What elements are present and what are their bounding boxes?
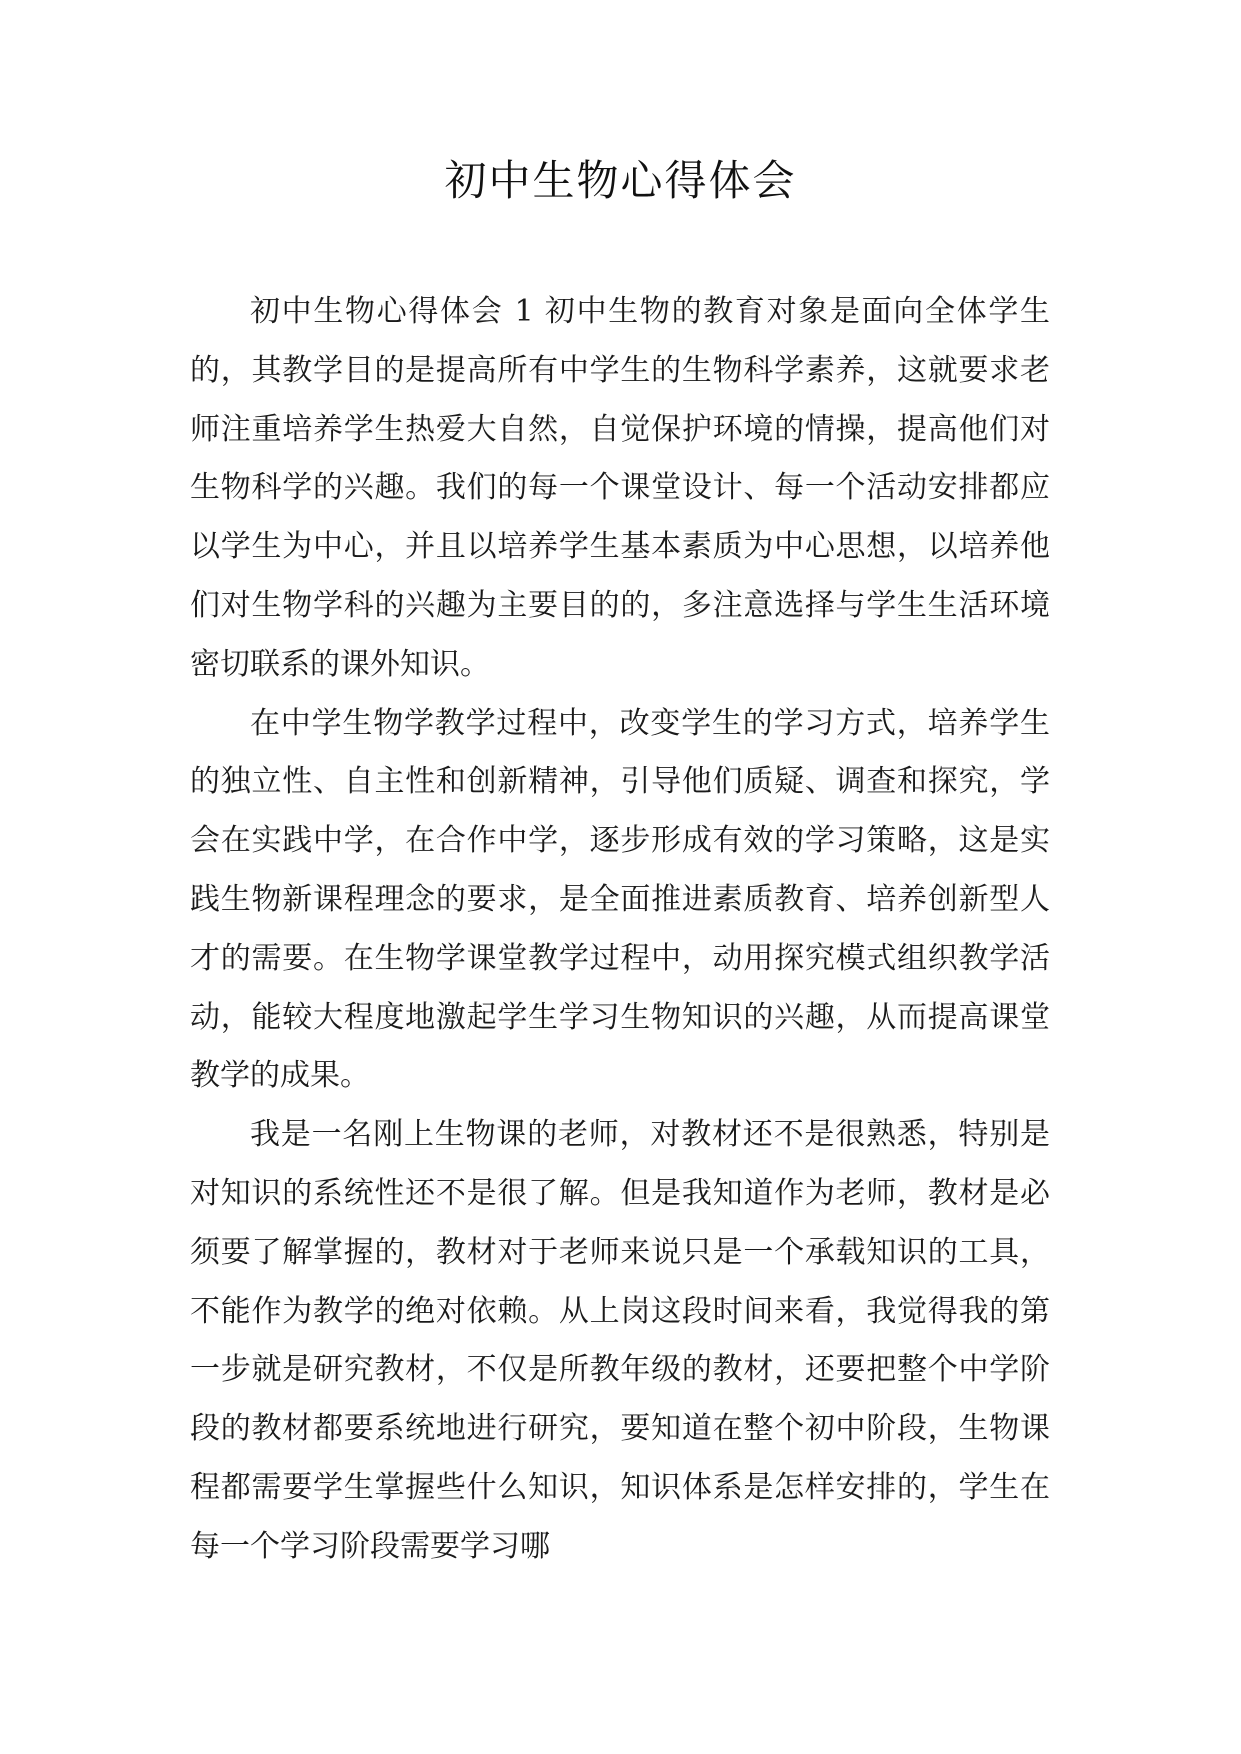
paragraph-3: 我是一名刚上生物课的老师，对教材还不是很熟悉，特别是对知识的系统性还不是很了解。但是我知道作为老师，教材是必须要了解掌握的，教材对于老师来说只是一个承载知识的工具，不能作为教学的绝对依赖。从上岗这段时间来看，我觉得我的第一步就是研究教材，不仅是所教年级的教材，还要把整个中学阶段的教材都要系统地进行研究，要知道在整个初中阶段，生物课程都需要学生掌握些什么知识，知识体系是怎样安排的，学生在每一个学习阶段需要学习哪	[190, 1117, 1050, 1564]
paragraph-1: 初中生物心得体会 1 初中生物的教育对象是面向全体学生的，其教学目的是提高所有中学生的生物科学素养，这就要求老师注重培养学生热爱大自然，自觉保护环境的情操，提高他们对生物科学的兴趣。我们的每一个课堂设计、每一个活动安排都应以学生为中心，并且以培养学生基本素质为中心思想，以培养他们对生物学科的兴趣为主要目的的，多注意选择与学生生活环境密切联系的课外知识。	[190, 294, 1050, 682]
document-title: 初中生物心得体会	[444, 156, 797, 205]
paragraph-2: 在中学生物学教学过程中，改变学生的学习方式，培养学生的独立性、自主性和创新精神，引导他们质疑、调查和探究，学会在实践中学，在合作中学，逐步形成有效的学习策略，这是实践生物新课程理念的要求，是全面推进素质教育、培养创新型人才的需要。在生物学课堂教学过程中，动用探究模式组织教学活动，能较大程度地激起学生学习生物知识的兴趣，从而提高课堂教学的成果。	[190, 705, 1050, 1094]
document-body	[190, 283, 1050, 1577]
